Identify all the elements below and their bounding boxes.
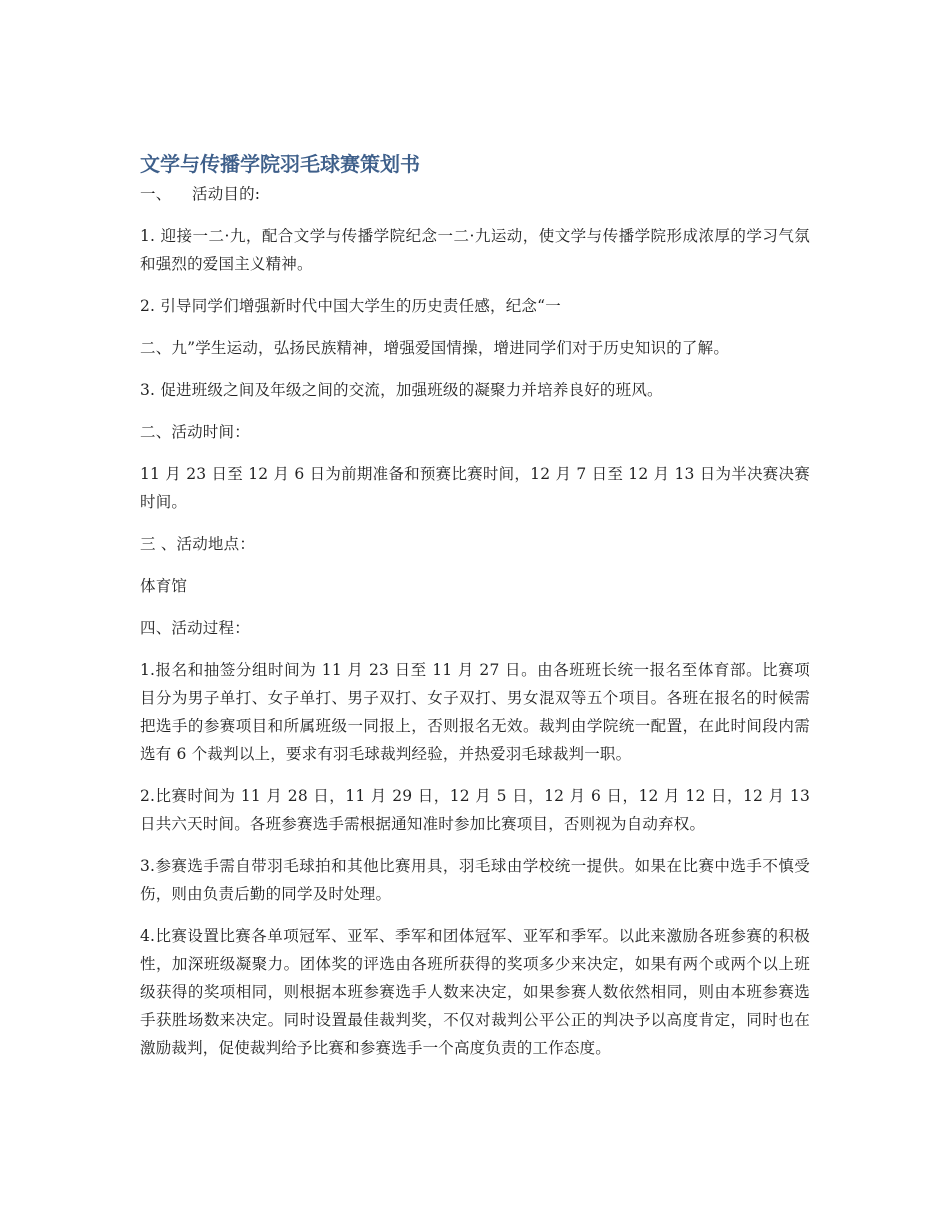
paragraph-purpose-2-cont: 二、九”学生运动，弘扬民族精神，增强爱国情操，增进同学们对于历史知识的了解。 — [140, 339, 730, 357]
paragraph-location: 体育馆 — [140, 577, 188, 595]
paragraph-purpose-2: 2. 引导同学们增强新时代中国大学生的历史责任感，纪念“一 — [140, 297, 561, 315]
section-heading-location: 三 、活动地点： — [140, 535, 256, 553]
section-heading-process: 四、活动过程： — [140, 619, 250, 637]
paragraph-purpose-1: 1. 迎接一二·九，配合文学与传播学院纪念一二·九运动，使文学与传播学院形成浓厚的学习气氛和强烈的爱国主义精神。 — [140, 227, 810, 273]
paragraph-purpose-3: 3. 促进班级之间及年级之间的交流，加强班级的凝聚力并培养良好的班风。 — [140, 381, 663, 399]
paragraph-process-2: 2.比赛时间为 11 月 28 日，11 月 29 日，12 月 5 日，12 月 6 日，12 月 12 日，12 月 13 日共六天时间。各班参赛选手需根据通知准时参加比赛项目，否则视为自动弃权。 — [140, 787, 810, 833]
section-label: 活动目的: — [192, 185, 261, 203]
section-number: 一、 — [140, 185, 172, 203]
paragraph-process-3: 3.参赛选手需自带羽毛球拍和其他比赛用具，羽毛球由学校统一提供。如果在比赛中选手不慎受伤，则由负责后勤的同学及时处理。 — [140, 857, 810, 903]
document-page — [140, 150, 810, 1076]
paragraph-process-4: 4.比赛设置比赛各单项冠军、亚军、季军和团体冠军、亚军和季军。以此来激励各班参赛的积极性，加深班级凝聚力。团体奖的评选由各班所获得的奖项多少来决定，如果有两个或两个以上班级获得的奖项相同，则根据本班参赛选手人数来决定，如果参赛人数依然相同，则由本班参赛选手获胜场数来决定。同时设置最佳裁判奖，不仅对裁判公平公正的判决予以高度肯定，同时也在激励裁判，促使裁判给予比赛和参赛选手一个高度负责的工作态度。 — [140, 927, 810, 1057]
paragraph-process-1: 1.报名和抽签分组时间为 11 月 23 日至 11 月 27 日。由各班班长统一报名至体育部。比赛项目分为男子单打、女子单打、男子双打、女子双打、男女混双等五个项目。各班在报名的时候需把选手的参赛项目和所属班级一同报上，否则报名无效。裁判由学院统一配置，在此时间段内需选有 6 个裁判以上，要求有羽毛球裁判经验，并热爱羽毛球裁判一职。 — [140, 661, 810, 763]
paragraph-time: 11 月 23 日至 12 月 6 日为前期准备和预赛比赛时间，12 月 7 日至 12 月 13 日为半决赛决赛时间。 — [140, 465, 810, 511]
document-title: 文学与传播学院羽毛球赛策划书 — [140, 152, 420, 176]
section-heading-purpose — [140, 180, 810, 208]
section-heading-time: 二、活动时间： — [140, 423, 250, 441]
